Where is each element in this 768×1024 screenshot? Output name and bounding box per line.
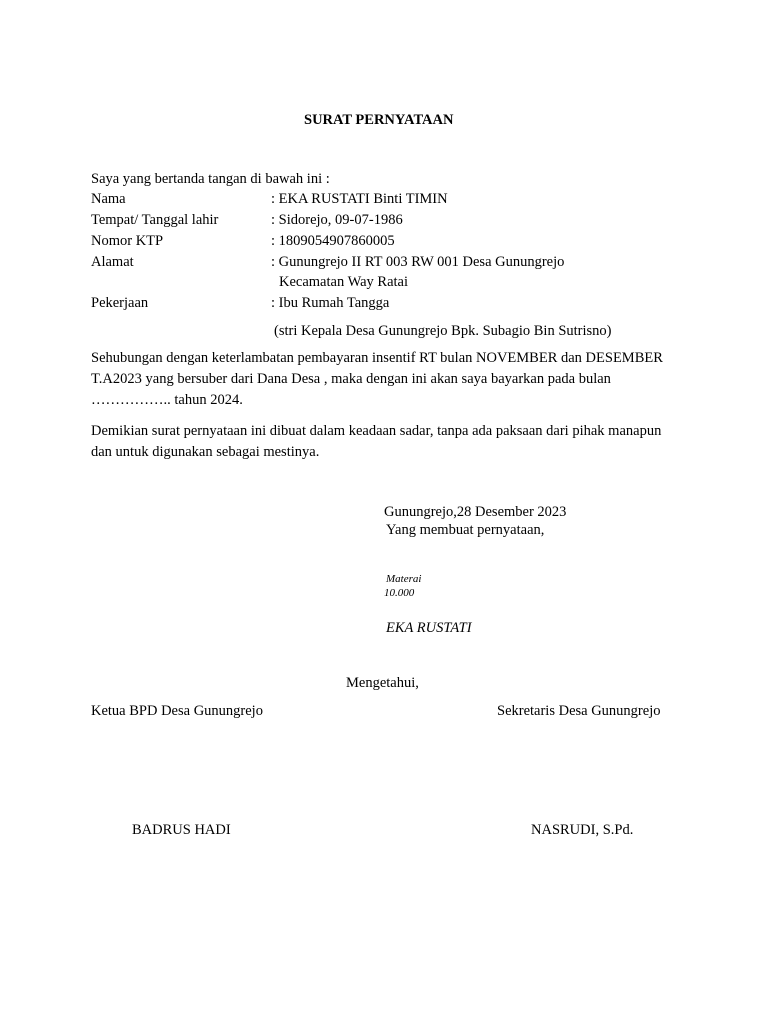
left-role: Ketua BPD Desa Gunungrejo: [91, 703, 263, 719]
field-value-alamat-line2: Kecamatan Way Ratai: [279, 274, 409, 290]
field-value-ttl: : Sidorejo, 09-07-1986: [271, 212, 403, 228]
left-signatory-name: BADRUS HADI: [132, 822, 231, 838]
right-role: Sekretaris Desa Gunungrejo: [497, 703, 661, 719]
stamp-value: 10.000: [384, 587, 415, 599]
field-label-pekerjaan: Pekerjaan: [91, 295, 149, 311]
field-label-ktp: Nomor KTP: [91, 233, 164, 249]
place-date: Gunungrejo,28 Desember 2023: [384, 504, 567, 520]
stamp-label: Materai: [386, 573, 422, 585]
maker-label: Yang membuat pernyataan,: [386, 522, 545, 538]
field-value-nama: : EKA RUSTATI Binti TIMIN: [271, 191, 448, 207]
paragraph-statement: Sehubungan dengan keterlambatan pembayaran insentif RT bulan NOVEMBER dan DESEMBER T.A2023 yang bersuber dari Dana Desa , maka dengan ini akan saya bayarkan pada bulan …………….. tahun 2024.: [91, 350, 663, 408]
document-title: SURAT PERNYATAAN: [304, 112, 454, 128]
field-value-pekerjaan: : Ibu Rumah Tangga: [271, 295, 390, 311]
intro-line: Saya yang bertanda tangan di bawah ini :: [91, 171, 330, 187]
field-value-alamat: : Gunungrejo II RT 003 RW 001 Desa Gunungrejo: [271, 254, 565, 270]
paragraph-closing: Demikian surat pernyataan ini dibuat dalam keadaan sadar, tanpa ada paksaan dari pihak manapun dan untuk digunakan sebagai mestinya.: [91, 423, 662, 460]
note-line: (stri Kepala Desa Gunungrejo Bpk. Subagio Bin Sutrisno): [274, 323, 612, 339]
field-value-ktp: : 1809054907860005: [271, 233, 395, 249]
acknowledged-label: Mengetahui,: [346, 675, 419, 691]
field-label-alamat: Alamat: [91, 254, 134, 270]
signer-name: EKA RUSTATI: [386, 620, 472, 636]
right-signatory-name: NASRUDI, S.Pd.: [531, 822, 634, 838]
field-label-ttl: Tempat/ Tanggal lahir: [91, 212, 219, 228]
field-label-nama: Nama: [91, 191, 126, 207]
